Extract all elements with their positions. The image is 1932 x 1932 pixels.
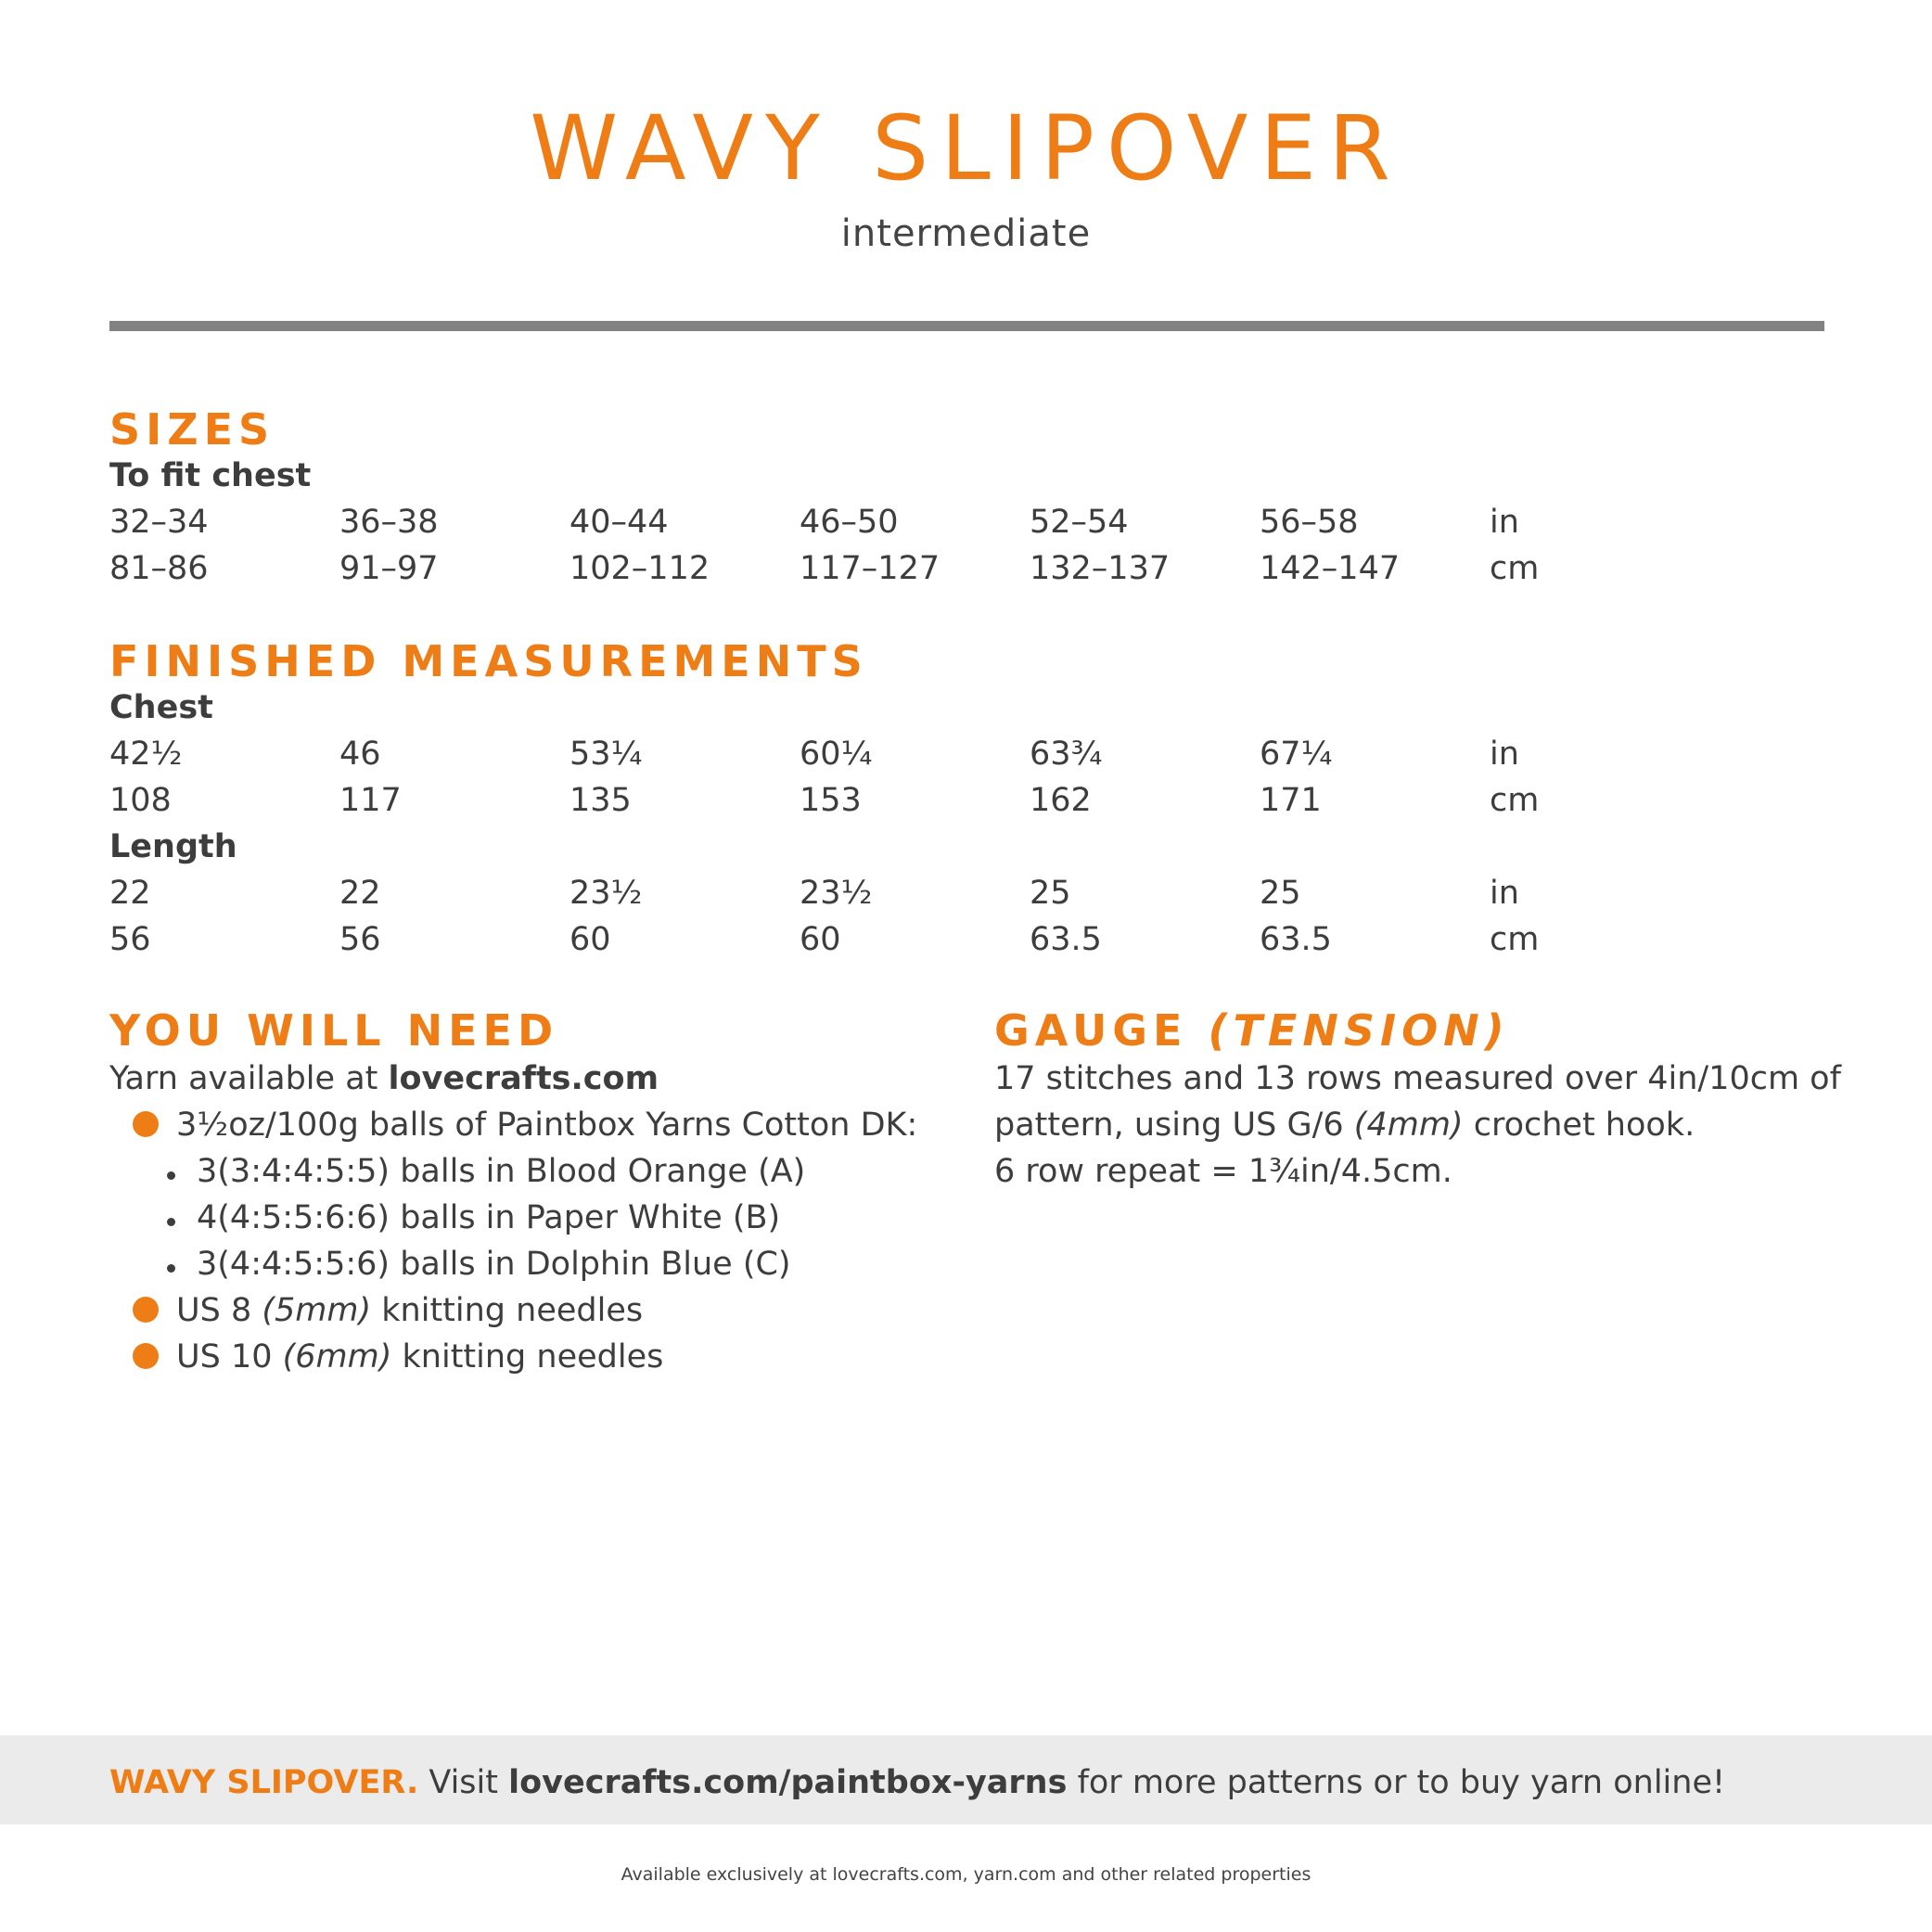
size-cell: 56–58: [1260, 504, 1359, 541]
footer-note: Available exclusively at lovecrafts.com, yarn.com and other related properties: [621, 1864, 1311, 1885]
measurement-cell: 46: [339, 736, 381, 773]
gauge-heading-tension: (TENSION): [1208, 1005, 1510, 1056]
measurement-cell: 60: [800, 921, 841, 958]
paintbox-yarns-link[interactable]: lovecrafts.com/paintbox-yarns: [508, 1764, 1068, 1801]
unit-cell: in: [1490, 736, 1519, 773]
needle-type: knitting needles: [391, 1338, 664, 1375]
gauge-line-2: [994, 1109, 1695, 1142]
yarn-item: 3½oz/100g balls of Paintbox Yarns Cotton DK:: [176, 1107, 918, 1144]
yarn-prefix: Yarn available at: [109, 1060, 389, 1097]
measurement-cell: 23½: [569, 875, 643, 912]
color-item: 3(4:4:5:5:6) balls in Dolphin Blue (C): [197, 1246, 791, 1283]
orange-bullet-icon: [133, 1297, 159, 1323]
gauge-heading: [994, 1005, 1510, 1056]
to-fit-chest-label: To fit chest: [109, 457, 312, 494]
size-cell: 32–34: [109, 504, 209, 541]
color-item: 4(4:5:5:6:6) balls in Paper White (B): [197, 1199, 781, 1236]
size-cell: 142–147: [1260, 550, 1401, 587]
unit-cell: cm: [1490, 782, 1540, 819]
measurement-cell: 135: [569, 782, 632, 819]
lovecrafts-link[interactable]: lovecrafts.com: [388, 1060, 659, 1097]
orange-bullet-icon: [133, 1343, 159, 1369]
chest-label: Chest: [109, 689, 213, 726]
needle-size: US 8: [176, 1292, 262, 1329]
gauge-heading-main: GAUGE: [994, 1005, 1209, 1056]
promo-banner-text: [109, 1764, 1726, 1801]
measurement-cell: 25: [1260, 875, 1301, 912]
gauge-line-1: 17 stitches and 13 rows measured over 4in/10cm of: [994, 1060, 1841, 1097]
measurement-cell: 60: [569, 921, 611, 958]
measurement-cell: 153: [800, 782, 862, 819]
sizes-heading: SIZES: [109, 404, 275, 454]
skill-level: intermediate: [840, 212, 1092, 255]
bullet-icon: [167, 1171, 175, 1180]
size-cell: 117–127: [800, 550, 940, 587]
size-cell: 46–50: [800, 504, 899, 541]
measurement-cell: 63.5: [1260, 921, 1332, 958]
measurement-cell: 108: [109, 782, 172, 819]
measurement-cell: 25: [1030, 875, 1071, 912]
measurement-cell: 63¾: [1030, 736, 1103, 773]
measurement-cell: 171: [1260, 782, 1322, 819]
size-cell: 132–137: [1030, 550, 1171, 587]
measurement-cell: 22: [339, 875, 381, 912]
header-divider: [109, 321, 1824, 331]
measurement-cell: 60¼: [800, 736, 873, 773]
color-item: 3(3:4:4:5:5) balls in Blood Orange (A): [197, 1153, 806, 1190]
measurement-cell: 56: [109, 921, 151, 958]
unit-cell: in: [1490, 504, 1519, 541]
needle-type: knitting needles: [371, 1292, 644, 1329]
bullet-icon: [167, 1218, 175, 1226]
gauge-line-3: 6 row repeat = 1¾in/4.5cm.: [994, 1153, 1452, 1190]
measurement-cell: 162: [1030, 782, 1092, 819]
measurement-cell: 117: [339, 782, 402, 819]
gauge-hook-prefix: pattern, using US G/6: [994, 1107, 1354, 1144]
bullet-icon: [167, 1264, 175, 1273]
page-title: WAVY SLIPOVER: [530, 96, 1402, 200]
needle-metric: (6mm): [282, 1338, 392, 1375]
needle-item-us8: [176, 1292, 644, 1329]
measurement-cell: 22: [109, 875, 151, 912]
size-cell: 102–112: [569, 550, 710, 587]
length-label: Length: [109, 828, 237, 865]
size-cell: 52–54: [1030, 504, 1129, 541]
measurement-cell: 56: [339, 921, 381, 958]
banner-prefix: Visit: [418, 1764, 509, 1801]
measurement-cell: 67¼: [1260, 736, 1333, 773]
orange-bullet-icon: [133, 1111, 159, 1137]
finished-measurements-heading: FINISHED MEASUREMENTS: [109, 636, 868, 686]
size-cell: 40–44: [569, 504, 669, 541]
unit-cell: in: [1490, 875, 1519, 912]
gauge-hook-metric: (4mm): [1353, 1107, 1464, 1144]
gauge-hook-suffix: crochet hook.: [1463, 1107, 1695, 1144]
measurement-cell: 53¼: [569, 736, 643, 773]
you-will-need-heading: YOU WILL NEED: [109, 1005, 559, 1056]
measurement-cell: 42½: [109, 736, 183, 773]
size-cell: 91–97: [339, 550, 439, 587]
measurement-cell: 63.5: [1030, 921, 1102, 958]
banner-pattern-name: WAVY SLIPOVER.: [109, 1764, 419, 1801]
size-cell: 81–86: [109, 550, 209, 587]
needle-size: US 10: [176, 1338, 283, 1375]
banner-suffix: for more patterns or to buy yarn online!: [1067, 1764, 1726, 1801]
unit-cell: cm: [1490, 550, 1540, 587]
size-cell: 36–38: [339, 504, 439, 541]
unit-cell: cm: [1490, 921, 1540, 958]
needle-item-us10: [176, 1338, 664, 1375]
yarn-availability: [109, 1060, 659, 1097]
measurement-cell: 23½: [800, 875, 873, 912]
needle-metric: (5mm): [262, 1292, 372, 1329]
